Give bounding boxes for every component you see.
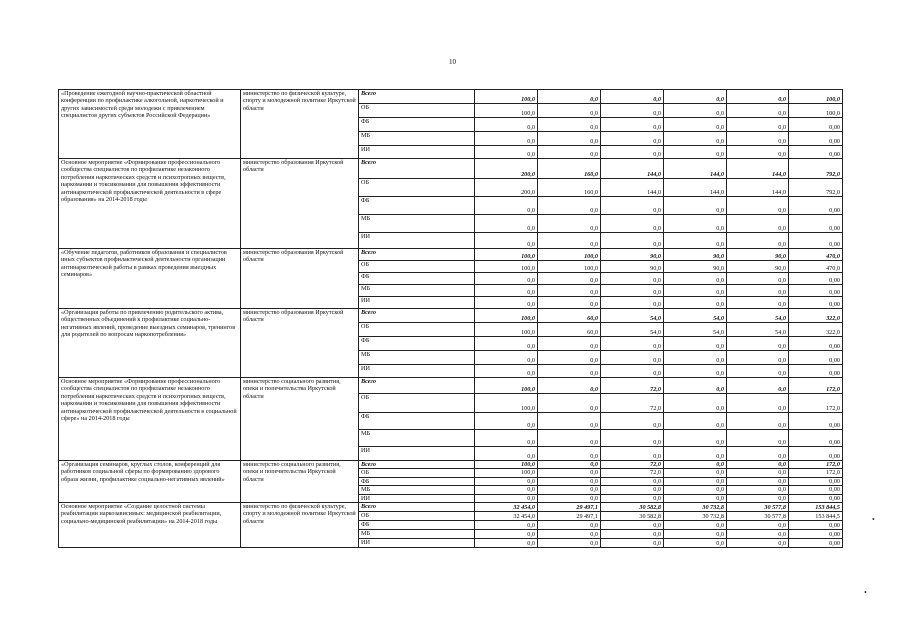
year-amount: 0,0 xyxy=(601,351,664,365)
year-amount: 0,0 xyxy=(475,197,538,215)
year-amount: 29 497,1 xyxy=(538,503,601,512)
year-amount: 60,0 xyxy=(538,323,601,337)
year-amount: 0,0 xyxy=(727,469,789,477)
year-amount: 0,0 xyxy=(664,486,727,494)
year-amount: 160,0 xyxy=(538,159,601,179)
year-amount: 0,0 xyxy=(538,494,601,502)
year-amount: 0,0 xyxy=(727,413,789,430)
funding-source: ФБ xyxy=(359,413,475,430)
year-amount: 30 732,8 xyxy=(664,503,727,512)
year-amount: 0,0 xyxy=(538,132,601,146)
total-amount: 0,00 xyxy=(789,132,843,146)
year-amount: 0,0 xyxy=(727,285,789,297)
year-amount: 0,0 xyxy=(601,413,664,430)
funding-source: ИИ xyxy=(359,365,475,378)
year-amount: 144,0 xyxy=(727,159,789,179)
funding-source: Всего xyxy=(359,90,475,104)
year-amount: 0,0 xyxy=(475,297,538,309)
page-number: 10 xyxy=(449,58,456,66)
year-amount: 30 582,8 xyxy=(601,503,664,512)
year-amount: 0,0 xyxy=(601,494,664,502)
year-amount: 0,0 xyxy=(601,486,664,494)
year-amount: 0,0 xyxy=(475,337,538,351)
year-amount: 0,0 xyxy=(538,469,601,477)
year-amount: 0,0 xyxy=(727,273,789,285)
year-amount: 0,0 xyxy=(664,521,727,530)
year-amount: 0,0 xyxy=(664,233,727,249)
funding-source: ОБ xyxy=(359,512,475,521)
year-amount: 0,0 xyxy=(601,104,664,118)
year-amount: 0,0 xyxy=(664,394,727,413)
year-amount: 0,0 xyxy=(475,539,538,548)
total-amount: 792,0 xyxy=(789,159,843,179)
total-amount: 100,0 xyxy=(789,104,843,118)
total-amount: 0,00 xyxy=(789,351,843,365)
activity-description: «Проведение ежегодной научно-практической областной конференции по профилактике алкогольной, наркотической и других зависимостей среди молодежи с привлечением специалистов других субъектов Российской Федерации» xyxy=(59,90,241,159)
funding-source: Всего xyxy=(359,461,475,469)
year-amount: 0,0 xyxy=(538,233,601,249)
total-amount: 0,00 xyxy=(789,494,843,502)
year-amount: 0,0 xyxy=(727,351,789,365)
total-amount: 0,00 xyxy=(789,539,843,548)
year-amount: 54,0 xyxy=(727,323,789,337)
total-amount: 0,00 xyxy=(789,118,843,132)
total-amount: 0,00 xyxy=(789,430,843,447)
total-amount: 470,0 xyxy=(789,261,843,273)
year-amount: 0,0 xyxy=(664,469,727,477)
year-amount: 0,0 xyxy=(538,477,601,485)
funding-source: ИИ xyxy=(359,539,475,548)
year-amount: 0,0 xyxy=(601,447,664,461)
year-amount: 0,0 xyxy=(601,365,664,378)
funding-source: ФБ xyxy=(359,337,475,351)
funding-source: ИИ xyxy=(359,447,475,461)
year-amount: 30 577,8 xyxy=(727,512,789,521)
year-amount: 72,0 xyxy=(601,461,664,469)
responsible-executor: министерство по физической культуре, спорту и молодежной политике Иркутской области xyxy=(241,90,359,159)
year-amount: 0,0 xyxy=(601,215,664,233)
funding-source: МБ xyxy=(359,351,475,365)
year-amount: 0,0 xyxy=(664,351,727,365)
year-amount: 100,0 xyxy=(538,249,601,261)
activity-description: «Организация работы по привлечению родительского актива, общественных объединений к профилактике социально-негативных явлений, проведение выездных семинаров, тренингов для родителей по вопросам наркопотребления» xyxy=(59,309,241,378)
year-amount: 72,0 xyxy=(601,378,664,394)
funding-source: ФБ xyxy=(359,477,475,485)
funding-source: ФБ xyxy=(359,273,475,285)
total-amount: 0,00 xyxy=(789,413,843,430)
year-amount: 0,0 xyxy=(727,447,789,461)
year-amount: 0,0 xyxy=(727,337,789,351)
year-amount: 72,0 xyxy=(601,394,664,413)
year-amount: 0,0 xyxy=(475,146,538,159)
year-amount: 0,0 xyxy=(475,285,538,297)
year-amount: 0,0 xyxy=(664,447,727,461)
funding-source: ОБ xyxy=(359,261,475,273)
year-amount: 0,0 xyxy=(601,521,664,530)
year-amount: 0,0 xyxy=(727,132,789,146)
funding-source: Всего xyxy=(359,503,475,512)
funding-source: МБ xyxy=(359,430,475,447)
funding-source: ФБ xyxy=(359,118,475,132)
year-amount: 144,0 xyxy=(601,179,664,197)
responsible-executor: министерство образования Иркутской области xyxy=(241,309,359,378)
total-amount: 100,0 xyxy=(789,90,843,104)
year-amount: 0,0 xyxy=(475,477,538,485)
year-amount: 0,0 xyxy=(601,118,664,132)
total-amount: 792,0 xyxy=(789,179,843,197)
year-amount: 0,0 xyxy=(664,118,727,132)
year-amount: 0,0 xyxy=(664,378,727,394)
year-amount: 144,0 xyxy=(664,179,727,197)
year-amount: 54,0 xyxy=(664,309,727,323)
year-amount: 144,0 xyxy=(664,159,727,179)
table-row xyxy=(59,309,843,323)
year-amount: 0,0 xyxy=(664,146,727,159)
year-amount: 0,0 xyxy=(601,197,664,215)
year-amount: 200,0 xyxy=(475,179,538,197)
year-amount: 54,0 xyxy=(664,323,727,337)
year-amount: 0,0 xyxy=(727,118,789,132)
total-amount: 0,00 xyxy=(789,197,843,215)
year-amount: 90,0 xyxy=(727,249,789,261)
funding-source: МБ xyxy=(359,530,475,539)
funding-source: ФБ xyxy=(359,521,475,530)
year-amount: 90,0 xyxy=(601,249,664,261)
year-amount: 0,0 xyxy=(727,197,789,215)
year-amount: 0,0 xyxy=(538,413,601,430)
year-amount: 100,0 xyxy=(475,104,538,118)
year-amount: 0,0 xyxy=(727,494,789,502)
year-amount: 0,0 xyxy=(475,215,538,233)
activity-description: Основное мероприятие «Создание целостной системы реабилитации наркозависимых: медицинской реабилитации, социально-медицинской реабилитации» на 2014-2018 годы xyxy=(59,503,241,548)
year-amount: 0,0 xyxy=(601,285,664,297)
year-amount: 100,0 xyxy=(475,469,538,477)
year-amount: 0,0 xyxy=(475,413,538,430)
year-amount: 0,0 xyxy=(475,494,538,502)
total-amount: 153 844,5 xyxy=(789,512,843,521)
year-amount: 29 497,1 xyxy=(538,512,601,521)
responsible-executor: министерство социального развития, опеки и попечительства Иркутской области xyxy=(241,378,359,461)
total-amount: 0,00 xyxy=(789,146,843,159)
total-amount: 0,00 xyxy=(789,285,843,297)
scan-mark: • xyxy=(872,515,875,524)
year-amount: 100,0 xyxy=(475,394,538,413)
responsible-executor: министерство по физической культуре, спорту и молодежной политике Иркутской области xyxy=(241,503,359,548)
funding-source: Всего xyxy=(359,378,475,394)
year-amount: 0,0 xyxy=(727,394,789,413)
funding-source: ОБ xyxy=(359,394,475,413)
total-amount: 172,0 xyxy=(789,394,843,413)
total-amount: 470,0 xyxy=(789,249,843,261)
activity-description: «Обучение педагогов, работников образования и специалистов иных субъектов профилактической деятельности организации антинаркотической работы в рамках проведения выездных семинаров» xyxy=(59,249,241,309)
year-amount: 0,0 xyxy=(727,233,789,249)
total-amount: 172,0 xyxy=(789,461,843,469)
total-amount: 0,00 xyxy=(789,521,843,530)
year-amount: 90,0 xyxy=(664,261,727,273)
table-row xyxy=(59,461,843,469)
year-amount: 0,0 xyxy=(727,215,789,233)
year-amount: 0,0 xyxy=(727,530,789,539)
year-amount: 0,0 xyxy=(601,90,664,104)
funding-source: ИИ xyxy=(359,494,475,502)
funding-source: МБ xyxy=(359,132,475,146)
total-amount: 0,00 xyxy=(789,530,843,539)
year-amount: 0,0 xyxy=(475,273,538,285)
total-amount: 0,00 xyxy=(789,297,843,309)
year-amount: 0,0 xyxy=(601,337,664,351)
year-amount: 30 582,8 xyxy=(601,512,664,521)
year-amount: 90,0 xyxy=(664,249,727,261)
year-amount: 32 454,0 xyxy=(475,512,538,521)
total-amount: 0,00 xyxy=(789,447,843,461)
funding-source: Всего xyxy=(359,249,475,261)
year-amount: 0,0 xyxy=(538,521,601,530)
year-amount: 0,0 xyxy=(727,461,789,469)
year-amount: 100,0 xyxy=(475,90,538,104)
year-amount: 100,0 xyxy=(475,309,538,323)
funding-source: ИИ xyxy=(359,297,475,309)
funding-table xyxy=(58,89,843,548)
funding-source: ИИ xyxy=(359,233,475,249)
table-row xyxy=(59,249,843,261)
year-amount: 0,0 xyxy=(727,477,789,485)
year-amount: 0,0 xyxy=(538,90,601,104)
year-amount: 0,0 xyxy=(664,132,727,146)
year-amount: 0,0 xyxy=(727,90,789,104)
funding-source: ФБ xyxy=(359,197,475,215)
year-amount: 0,0 xyxy=(538,146,601,159)
year-amount: 0,0 xyxy=(664,285,727,297)
year-amount: 0,0 xyxy=(475,447,538,461)
year-amount: 0,0 xyxy=(664,197,727,215)
total-amount: 0,00 xyxy=(789,273,843,285)
year-amount: 0,0 xyxy=(727,297,789,309)
year-amount: 0,0 xyxy=(664,494,727,502)
year-amount: 0,0 xyxy=(727,539,789,548)
year-amount: 60,0 xyxy=(538,309,601,323)
year-amount: 0,0 xyxy=(538,539,601,548)
year-amount: 30 577,8 xyxy=(727,503,789,512)
funding-source: ОБ xyxy=(359,179,475,197)
funding-source: МБ xyxy=(359,486,475,494)
activity-description: «Организация семинаров, круглых столов, конференций для работников социальной сферы по формированию здорового образа жизни, профилактике социально-негативных явлений» xyxy=(59,461,241,503)
funding-source: ОБ xyxy=(359,323,475,337)
year-amount: 0,0 xyxy=(475,486,538,494)
year-amount: 0,0 xyxy=(727,365,789,378)
total-amount: 0,00 xyxy=(789,477,843,485)
year-amount: 0,0 xyxy=(727,521,789,530)
year-amount: 144,0 xyxy=(727,179,789,197)
year-amount: 0,0 xyxy=(727,146,789,159)
year-amount: 0,0 xyxy=(538,378,601,394)
year-amount: 90,0 xyxy=(601,261,664,273)
year-amount: 100,0 xyxy=(538,261,601,273)
year-amount: 0,0 xyxy=(475,430,538,447)
year-amount: 72,0 xyxy=(601,469,664,477)
year-amount: 100,0 xyxy=(475,378,538,394)
total-amount: 172,0 xyxy=(789,378,843,394)
year-amount: 0,0 xyxy=(475,521,538,530)
year-amount: 54,0 xyxy=(727,309,789,323)
year-amount: 0,0 xyxy=(664,530,727,539)
responsible-executor: министерство образования Иркутской области xyxy=(241,159,359,249)
year-amount: 30 732,8 xyxy=(664,512,727,521)
total-amount: 0,00 xyxy=(789,486,843,494)
year-amount: 0,0 xyxy=(601,297,664,309)
year-amount: 0,0 xyxy=(538,215,601,233)
year-amount: 160,0 xyxy=(538,179,601,197)
total-amount: 0,00 xyxy=(789,337,843,351)
total-amount: 153 844,5 xyxy=(789,503,843,512)
year-amount: 0,0 xyxy=(664,215,727,233)
year-amount: 0,0 xyxy=(538,104,601,118)
year-amount: 0,0 xyxy=(664,297,727,309)
year-amount: 0,0 xyxy=(538,337,601,351)
year-amount: 0,0 xyxy=(475,233,538,249)
year-amount: 144,0 xyxy=(601,159,664,179)
year-amount: 100,0 xyxy=(475,323,538,337)
year-amount: 0,0 xyxy=(538,285,601,297)
year-amount: 0,0 xyxy=(538,273,601,285)
funding-source: Всего xyxy=(359,159,475,179)
year-amount: 0,0 xyxy=(475,132,538,146)
year-amount: 0,0 xyxy=(664,477,727,485)
year-amount: 100,0 xyxy=(475,261,538,273)
total-amount: 322,0 xyxy=(789,323,843,337)
year-amount: 0,0 xyxy=(538,486,601,494)
total-amount: 0,00 xyxy=(789,215,843,233)
year-amount: 0,0 xyxy=(664,430,727,447)
funding-source: ОБ xyxy=(359,104,475,118)
funding-source: ИИ xyxy=(359,146,475,159)
year-amount: 0,0 xyxy=(664,90,727,104)
year-amount: 0,0 xyxy=(475,118,538,132)
year-amount: 0,0 xyxy=(664,413,727,430)
year-amount: 0,0 xyxy=(664,273,727,285)
year-amount: 0,0 xyxy=(538,365,601,378)
year-amount: 0,0 xyxy=(601,539,664,548)
year-amount: 32 454,0 xyxy=(475,503,538,512)
year-amount: 0,0 xyxy=(664,539,727,548)
year-amount: 0,0 xyxy=(475,351,538,365)
year-amount: 0,0 xyxy=(664,104,727,118)
year-amount: 0,0 xyxy=(601,430,664,447)
responsible-executor: министерство социального развития, опеки и попечительства Иркутской области xyxy=(241,461,359,503)
year-amount: 0,0 xyxy=(475,365,538,378)
year-amount: 0,0 xyxy=(601,132,664,146)
year-amount: 0,0 xyxy=(601,273,664,285)
year-amount: 0,0 xyxy=(538,394,601,413)
scan-mark: • xyxy=(864,588,867,597)
year-amount: 0,0 xyxy=(727,104,789,118)
total-amount: 322,0 xyxy=(789,309,843,323)
year-amount: 0,0 xyxy=(601,146,664,159)
year-amount: 54,0 xyxy=(601,309,664,323)
responsible-executor: министерство образования Иркутской области xyxy=(241,249,359,309)
year-amount: 100,0 xyxy=(475,461,538,469)
year-amount: 0,0 xyxy=(601,530,664,539)
table-row xyxy=(59,503,843,512)
year-amount: 0,0 xyxy=(538,430,601,447)
total-amount: 0,00 xyxy=(789,233,843,249)
table-row xyxy=(59,378,843,394)
year-amount: 0,0 xyxy=(601,233,664,249)
total-amount: 0,00 xyxy=(789,365,843,378)
year-amount: 200,0 xyxy=(475,159,538,179)
table-row xyxy=(59,90,843,104)
activity-description: Основное мероприятие «Формирование профессионального сообщества специалистов по профилактике незаконного потребления наркотических средств и психотропных веществ, наркомании и токсикомании для повышения эффективности антинаркотической профилактической деятельности в социальной сфере» на 2014-2018 годы xyxy=(59,378,241,461)
year-amount: 100,0 xyxy=(475,249,538,261)
year-amount: 0,0 xyxy=(664,461,727,469)
funding-source: МБ xyxy=(359,285,475,297)
funding-source: Всего xyxy=(359,309,475,323)
activity-description: Основное мероприятие «Формирование профессионального сообщества специалистов по профилактике незаконного потребления наркотических средств и психотропных веществ, наркомании и токсикомании для повышения эффективности антинаркотической профилактической деятельности в сфере образования» на 2014-2018 годы xyxy=(59,159,241,249)
year-amount: 0,0 xyxy=(538,118,601,132)
funding-source: МБ xyxy=(359,215,475,233)
year-amount: 0,0 xyxy=(601,477,664,485)
year-amount: 0,0 xyxy=(664,337,727,351)
year-amount: 0,0 xyxy=(538,461,601,469)
year-amount: 0,0 xyxy=(475,530,538,539)
total-amount: 172,0 xyxy=(789,469,843,477)
year-amount: 90,0 xyxy=(727,261,789,273)
year-amount: 0,0 xyxy=(538,351,601,365)
year-amount: 0,0 xyxy=(538,447,601,461)
funding-source: ОБ xyxy=(359,469,475,477)
year-amount: 0,0 xyxy=(727,378,789,394)
year-amount: 0,0 xyxy=(538,197,601,215)
table-row xyxy=(59,159,843,179)
year-amount: 0,0 xyxy=(664,365,727,378)
year-amount: 0,0 xyxy=(538,297,601,309)
year-amount: 0,0 xyxy=(727,430,789,447)
year-amount: 0,0 xyxy=(727,486,789,494)
year-amount: 0,0 xyxy=(538,530,601,539)
year-amount: 54,0 xyxy=(601,323,664,337)
